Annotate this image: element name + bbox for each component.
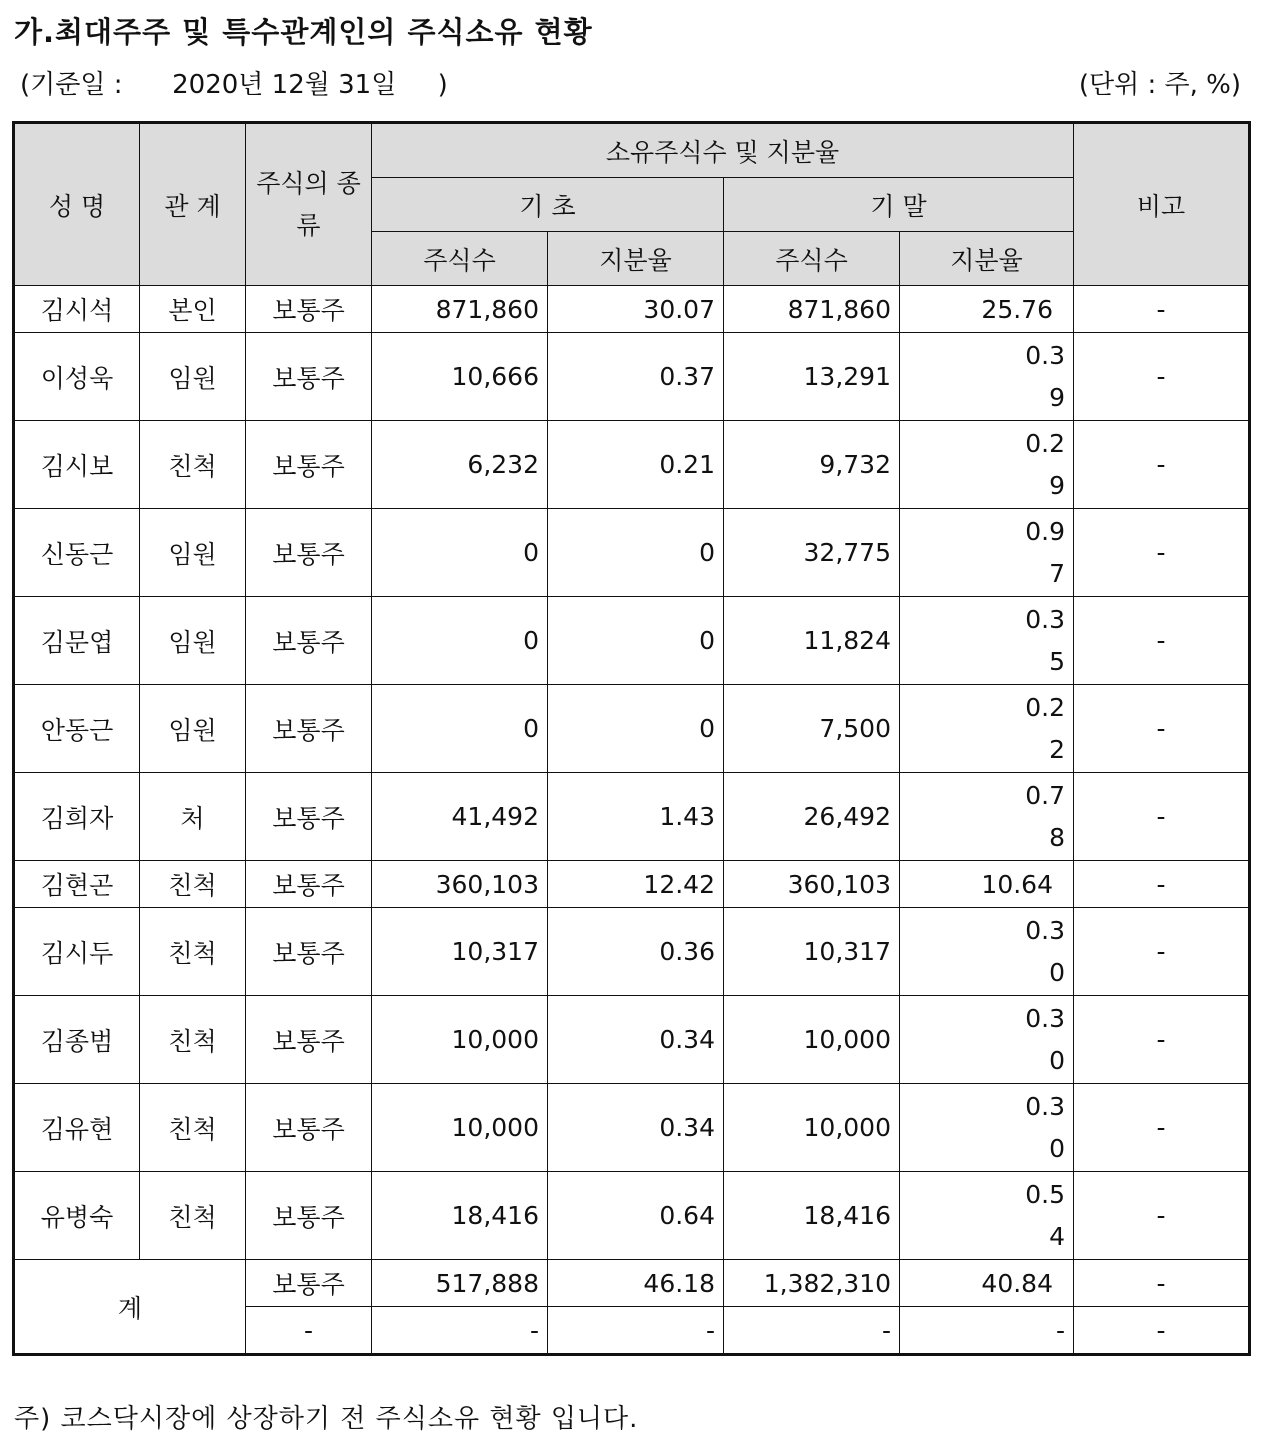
shareholder-name: 김시두	[14, 908, 140, 996]
remarks: -	[1074, 773, 1250, 861]
remarks: -	[1074, 1084, 1250, 1172]
header-end-ratio: 지분율	[900, 232, 1074, 286]
footnote: 주) 코스닥시장에 상장하기 전 주식소유 현황 입니다.	[14, 1404, 639, 1434]
total-begin-shares: 517,888	[372, 1260, 548, 1307]
header-ending: 기 말	[724, 178, 1074, 232]
end-ratio	[900, 908, 1074, 996]
end-ratio	[900, 333, 1074, 421]
shareholder-name: 신동근	[14, 509, 140, 597]
begin-ratio: 30.07	[548, 286, 724, 333]
begin-shares: 10,000	[372, 1084, 548, 1172]
stock-type: 보통주	[246, 908, 372, 996]
total-row-common	[14, 1260, 1250, 1307]
end-shares: 11,824	[724, 597, 900, 685]
end-ratio: 25.76	[900, 286, 1074, 333]
begin-ratio: 0.34	[548, 1084, 724, 1172]
end-ratio	[900, 421, 1074, 509]
basis-date: (기준일 : 2020년 12월 31일 )	[20, 70, 448, 100]
table-row	[14, 421, 1250, 509]
relation: 임원	[140, 685, 246, 773]
end-ratio-value: 0.35	[1025, 604, 1065, 676]
table-row	[14, 908, 1250, 996]
table-row	[14, 1172, 1250, 1260]
total-remarks: -	[1074, 1260, 1250, 1307]
shareholder-name: 김유현	[14, 1084, 140, 1172]
header-ownership: 소유주식수 및 지분율	[372, 123, 1074, 178]
stock-type: 보통주	[246, 421, 372, 509]
unit-note: (단위 : 주, %)	[1078, 70, 1241, 100]
remarks: -	[1074, 286, 1250, 333]
end-shares: 13,291	[724, 333, 900, 421]
begin-shares: 871,860	[372, 286, 548, 333]
remarks: -	[1074, 421, 1250, 509]
relation: 친척	[140, 996, 246, 1084]
end-shares: 10,317	[724, 908, 900, 996]
end-ratio	[900, 509, 1074, 597]
relation: 임원	[140, 333, 246, 421]
end-ratio	[900, 1084, 1074, 1172]
begin-ratio: 0	[548, 597, 724, 685]
shareholder-name: 이성욱	[14, 333, 140, 421]
begin-shares: 0	[372, 597, 548, 685]
shareholder-name: 안동근	[14, 685, 140, 773]
begin-ratio: 0.34	[548, 996, 724, 1084]
end-shares: 10,000	[724, 1084, 900, 1172]
table-row	[14, 333, 1250, 421]
remarks: -	[1074, 509, 1250, 597]
shareholder-name: 유병숙	[14, 1172, 140, 1260]
shareholder-name: 김시석	[14, 286, 140, 333]
table-row	[14, 286, 1250, 333]
page-title: 가.최대주주 및 특수관계인의 주식소유 현황	[14, 15, 593, 49]
total-type: -	[246, 1307, 372, 1355]
begin-shares: 0	[372, 685, 548, 773]
remarks: -	[1074, 597, 1250, 685]
end-ratio	[900, 597, 1074, 685]
shareholder-name: 김문엽	[14, 597, 140, 685]
begin-shares: 360,103	[372, 861, 548, 908]
end-ratio-value: 0.39	[1025, 340, 1065, 412]
total-label: 계	[14, 1260, 246, 1355]
table-row	[14, 773, 1250, 861]
stock-type: 보통주	[246, 1084, 372, 1172]
end-ratio-value: 0.78	[1025, 780, 1065, 852]
begin-ratio: 0.21	[548, 421, 724, 509]
relation: 친척	[140, 421, 246, 509]
shareholder-name: 김현곤	[14, 861, 140, 908]
header-name: 성 명	[14, 123, 140, 286]
table-row	[14, 685, 1250, 773]
table-row	[14, 597, 1250, 685]
stock-type: 보통주	[246, 597, 372, 685]
shareholder-name: 김종범	[14, 996, 140, 1084]
relation: 임원	[140, 509, 246, 597]
table-row	[14, 509, 1250, 597]
total-remarks: -	[1074, 1307, 1250, 1355]
begin-ratio: 0	[548, 685, 724, 773]
end-shares: 360,103	[724, 861, 900, 908]
end-ratio-value: 0.97	[1025, 516, 1065, 588]
table-row	[14, 861, 1250, 908]
header-relation: 관 계	[140, 123, 246, 286]
shareholder-name: 김희자	[14, 773, 140, 861]
end-ratio	[900, 773, 1074, 861]
begin-shares: 10,000	[372, 996, 548, 1084]
begin-ratio: 1.43	[548, 773, 724, 861]
total-begin-ratio: -	[548, 1307, 724, 1355]
header-remarks: 비고	[1074, 123, 1250, 286]
end-ratio	[900, 996, 1074, 1084]
remarks: -	[1074, 333, 1250, 421]
table-row	[14, 996, 1250, 1084]
end-ratio-value: 0.30	[1025, 1091, 1065, 1163]
begin-shares: 10,317	[372, 908, 548, 996]
end-shares: 18,416	[724, 1172, 900, 1260]
end-shares: 871,860	[724, 286, 900, 333]
remarks: -	[1074, 685, 1250, 773]
relation: 친척	[140, 1172, 246, 1260]
header-row-1	[14, 123, 1250, 178]
relation: 처	[140, 773, 246, 861]
remarks: -	[1074, 1172, 1250, 1260]
end-ratio-value: 0.29	[1025, 428, 1065, 500]
stock-type: 보통주	[246, 1172, 372, 1260]
end-ratio: 10.64	[900, 861, 1074, 908]
total-begin-ratio: 46.18	[548, 1260, 724, 1307]
begin-ratio: 0.64	[548, 1172, 724, 1260]
header-stock-type: 주식의 종류	[246, 123, 372, 286]
end-ratio-value: 0.30	[1025, 1003, 1065, 1075]
begin-ratio: 0.36	[548, 908, 724, 996]
stock-type: 보통주	[246, 286, 372, 333]
relation: 임원	[140, 597, 246, 685]
begin-ratio: 12.42	[548, 861, 724, 908]
end-shares: 7,500	[724, 685, 900, 773]
remarks: -	[1074, 908, 1250, 996]
relation: 친척	[140, 861, 246, 908]
header-beginning: 기 초	[372, 178, 724, 232]
end-shares: 9,732	[724, 421, 900, 509]
header-end-shares: 주식수	[724, 232, 900, 286]
stock-type: 보통주	[246, 773, 372, 861]
remarks: -	[1074, 996, 1250, 1084]
stock-type: 보통주	[246, 996, 372, 1084]
relation: 친척	[140, 908, 246, 996]
stock-type: 보통주	[246, 333, 372, 421]
end-shares: 26,492	[724, 773, 900, 861]
end-ratio	[900, 1172, 1074, 1260]
header-begin-shares: 주식수	[372, 232, 548, 286]
remarks: -	[1074, 861, 1250, 908]
end-shares: 32,775	[724, 509, 900, 597]
total-end-ratio: -	[900, 1307, 1074, 1355]
shareholding-table	[12, 121, 1251, 1356]
table-row	[14, 1084, 1250, 1172]
total-type: 보통주	[246, 1260, 372, 1307]
stock-type: 보통주	[246, 509, 372, 597]
relation: 친척	[140, 1084, 246, 1172]
begin-ratio: 0	[548, 509, 724, 597]
total-end-shares: -	[724, 1307, 900, 1355]
total-begin-shares: -	[372, 1307, 548, 1355]
end-ratio-value: 0.30	[1025, 915, 1065, 987]
begin-ratio: 0.37	[548, 333, 724, 421]
end-ratio	[900, 685, 1074, 773]
header-begin-ratio: 지분율	[548, 232, 724, 286]
begin-shares: 6,232	[372, 421, 548, 509]
begin-shares: 18,416	[372, 1172, 548, 1260]
total-end-shares: 1,382,310	[724, 1260, 900, 1307]
end-ratio-value: 0.22	[1025, 692, 1065, 764]
stock-type: 보통주	[246, 685, 372, 773]
stock-type: 보통주	[246, 861, 372, 908]
total-end-ratio: 40.84	[900, 1260, 1074, 1307]
begin-shares: 0	[372, 509, 548, 597]
begin-shares: 41,492	[372, 773, 548, 861]
end-shares: 10,000	[724, 996, 900, 1084]
shareholder-name: 김시보	[14, 421, 140, 509]
begin-shares: 10,666	[372, 333, 548, 421]
relation: 본인	[140, 286, 246, 333]
end-ratio-value: 0.54	[1025, 1179, 1065, 1251]
